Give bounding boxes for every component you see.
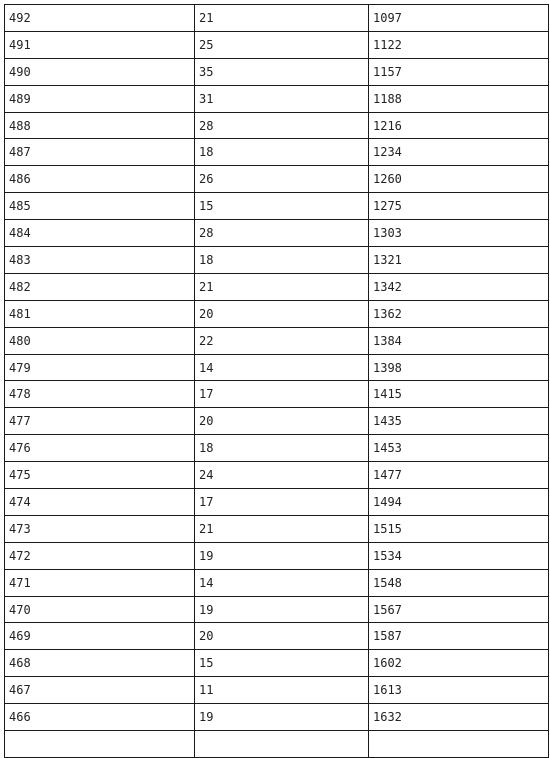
table-row — [5, 569, 549, 596]
table-row — [5, 381, 549, 408]
table-row — [5, 220, 549, 247]
score-cell: 487 — [5, 139, 195, 166]
table-row — [5, 623, 549, 650]
cumulative-cell: 1613 — [369, 677, 549, 704]
cumulative-cell: 1494 — [369, 489, 549, 516]
score-cell: 472 — [5, 542, 195, 569]
count-cell: 31 — [195, 85, 369, 112]
score-cell: 484 — [5, 220, 195, 247]
count-cell: 18 — [195, 435, 369, 462]
count-cell: 18 — [195, 247, 369, 274]
count-cell: 17 — [195, 381, 369, 408]
cumulative-cell: 1587 — [369, 623, 549, 650]
cumulative-cell: 1216 — [369, 112, 549, 139]
cumulative-cell: 1548 — [369, 569, 549, 596]
cumulative-cell: 1453 — [369, 435, 549, 462]
count-cell: 20 — [195, 623, 369, 650]
score-cell: 469 — [5, 623, 195, 650]
table-row — [5, 300, 549, 327]
score-cell: 468 — [5, 650, 195, 677]
count-cell: 22 — [195, 327, 369, 354]
cumulative-cell: 1362 — [369, 300, 549, 327]
cumulative-cell: 1122 — [369, 31, 549, 58]
cumulative-cell: 1303 — [369, 220, 549, 247]
table-row — [5, 489, 549, 516]
count-cell: 25 — [195, 31, 369, 58]
count-cell: 21 — [195, 5, 369, 32]
cumulative-cell: 1234 — [369, 139, 549, 166]
cumulative-cell: 1435 — [369, 408, 549, 435]
count-cell: 19 — [195, 596, 369, 623]
table-row — [5, 5, 549, 32]
table-row — [5, 515, 549, 542]
table-row — [5, 650, 549, 677]
count-cell: 28 — [195, 112, 369, 139]
count-cell: 18 — [195, 139, 369, 166]
cumulative-cell: 1384 — [369, 327, 549, 354]
score-cell: 466 — [5, 704, 195, 731]
table-row — [5, 273, 549, 300]
score-cell: 480 — [5, 327, 195, 354]
table-row — [5, 247, 549, 274]
cumulative-cell: 1275 — [369, 193, 549, 220]
score-cell: 474 — [5, 489, 195, 516]
cumulative-cell: 1188 — [369, 85, 549, 112]
table-row — [5, 542, 549, 569]
count-cell: 19 — [195, 704, 369, 731]
score-cell: 481 — [5, 300, 195, 327]
score-cell: 489 — [5, 85, 195, 112]
cumulative-cell: 1415 — [369, 381, 549, 408]
count-cell: 15 — [195, 193, 369, 220]
count-cell: 17 — [195, 489, 369, 516]
score-cell: 467 — [5, 677, 195, 704]
score-table-body — [5, 5, 549, 758]
table-row — [5, 58, 549, 85]
table-row — [5, 112, 549, 139]
table-row — [5, 31, 549, 58]
cumulative-cell: 1321 — [369, 247, 549, 274]
count-cell: 19 — [195, 542, 369, 569]
table-row — [5, 435, 549, 462]
cumulative-cell: 1477 — [369, 462, 549, 489]
count-cell: 14 — [195, 354, 369, 381]
cumulative-cell: 1632 — [369, 704, 549, 731]
cumulative-cell: 1260 — [369, 166, 549, 193]
table-row — [5, 85, 549, 112]
cumulative-cell: 1602 — [369, 650, 549, 677]
count-cell: 26 — [195, 166, 369, 193]
score-table — [4, 4, 549, 758]
table-row — [5, 354, 549, 381]
score-cell: 485 — [5, 193, 195, 220]
count-cell: 21 — [195, 515, 369, 542]
count-cell: 11 — [195, 677, 369, 704]
score-cell: 490 — [5, 58, 195, 85]
score-cell: 473 — [5, 515, 195, 542]
score-cell: 475 — [5, 462, 195, 489]
count-cell: 15 — [195, 650, 369, 677]
cumulative-cell: 1342 — [369, 273, 549, 300]
cumulative-cell: 1567 — [369, 596, 549, 623]
score-cell: 470 — [5, 596, 195, 623]
table-row — [5, 408, 549, 435]
count-cell: 21 — [195, 273, 369, 300]
score-cell: 491 — [5, 31, 195, 58]
cumulative-cell: 1157 — [369, 58, 549, 85]
score-cell: 478 — [5, 381, 195, 408]
table-row — [5, 166, 549, 193]
cumulative-cell: 1097 — [369, 5, 549, 32]
table-row — [5, 327, 549, 354]
count-cell: 28 — [195, 220, 369, 247]
score-cell: 482 — [5, 273, 195, 300]
cumulative-cell: 1534 — [369, 542, 549, 569]
count-cell: 24 — [195, 462, 369, 489]
count-cell: 35 — [195, 58, 369, 85]
score-cell: 477 — [5, 408, 195, 435]
score-cell: 492 — [5, 5, 195, 32]
score-cell: 486 — [5, 166, 195, 193]
count-cell: 14 — [195, 569, 369, 596]
count-cell: 20 — [195, 408, 369, 435]
table-row — [5, 677, 549, 704]
table-row — [5, 704, 549, 731]
score-cell: 479 — [5, 354, 195, 381]
table-row — [5, 596, 549, 623]
table-row — [5, 462, 549, 489]
table-row — [5, 139, 549, 166]
score-cell: 471 — [5, 569, 195, 596]
cumulative-cell: 1398 — [369, 354, 549, 381]
score-cell: 483 — [5, 247, 195, 274]
table-row — [5, 193, 549, 220]
score-cell: 476 — [5, 435, 195, 462]
score-cell: 488 — [5, 112, 195, 139]
cumulative-cell: 1515 — [369, 515, 549, 542]
count-cell: 20 — [195, 300, 369, 327]
